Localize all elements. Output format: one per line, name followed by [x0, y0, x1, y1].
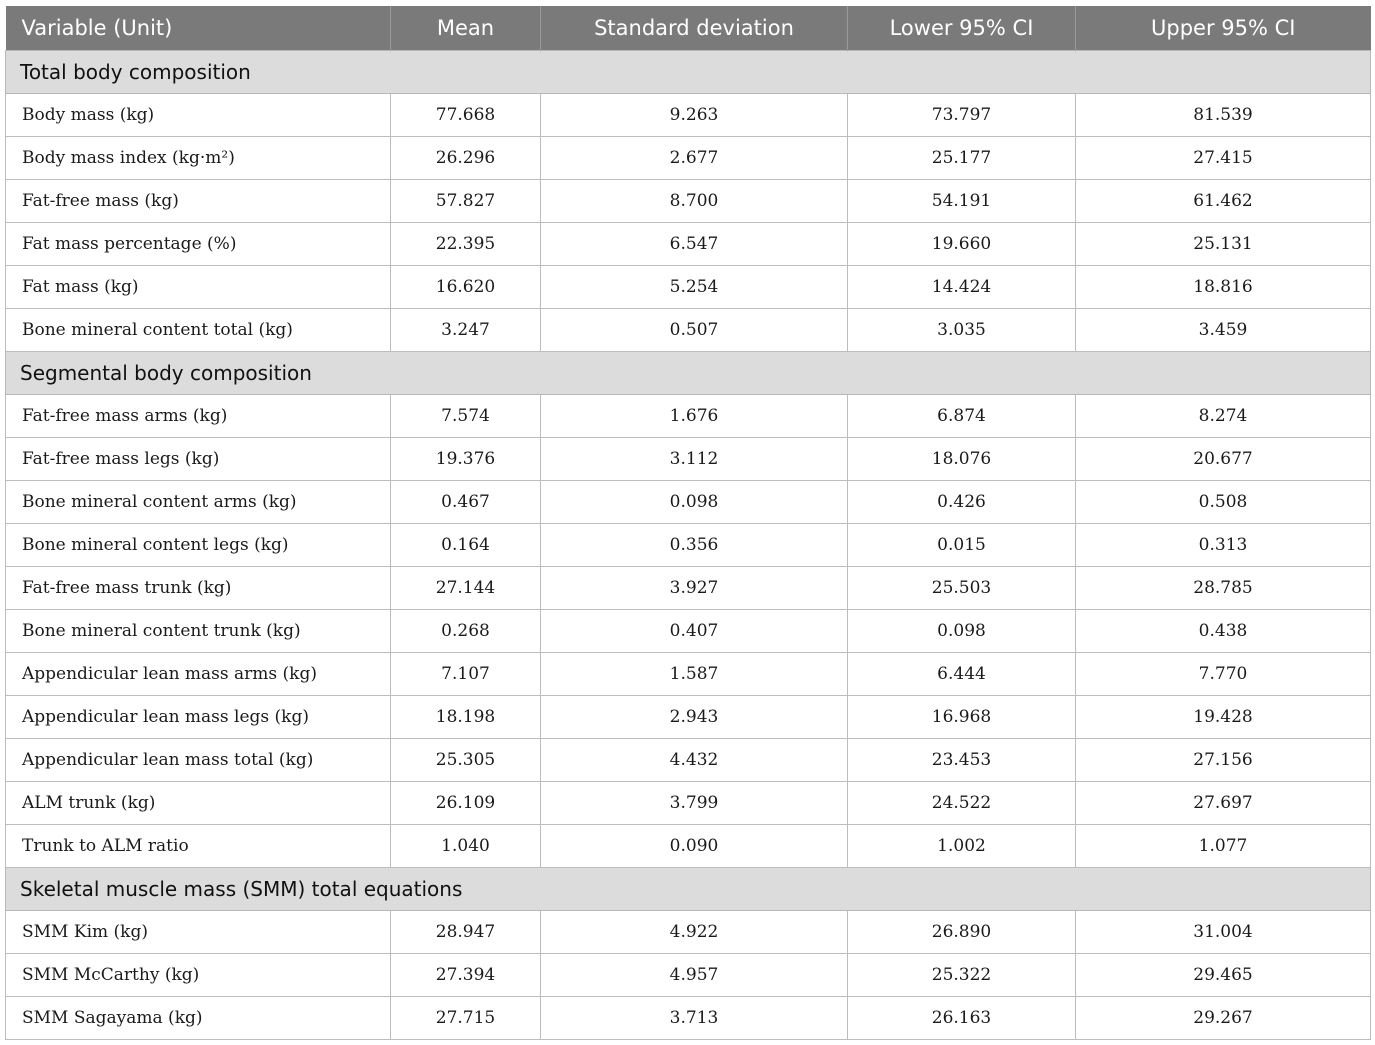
lower-ci-cell: 6.874	[848, 394, 1076, 437]
lower-ci-cell: 23.453	[848, 738, 1076, 781]
sd-cell: 4.432	[541, 738, 848, 781]
sd-cell: 3.112	[541, 437, 848, 480]
sd-cell: 1.676	[541, 394, 848, 437]
mean-cell: 57.827	[391, 179, 541, 222]
mean-cell: 27.144	[391, 566, 541, 609]
variable-cell: Fat-free mass legs (kg)	[6, 437, 391, 480]
upper-ci-cell: 29.465	[1076, 953, 1371, 996]
mean-cell: 18.198	[391, 695, 541, 738]
lower-ci-cell: 26.890	[848, 910, 1076, 953]
variable-cell: SMM Kim (kg)	[6, 910, 391, 953]
upper-ci-cell: 29.267	[1076, 996, 1371, 1039]
table-header	[6, 6, 1371, 50]
sd-cell: 0.407	[541, 609, 848, 652]
sd-cell: 2.943	[541, 695, 848, 738]
section-header-row	[6, 351, 1371, 394]
table-row	[6, 179, 1371, 222]
upper-ci-cell: 19.428	[1076, 695, 1371, 738]
sd-cell: 0.090	[541, 824, 848, 867]
upper-ci-cell: 61.462	[1076, 179, 1371, 222]
variable-cell: ALM trunk (kg)	[6, 781, 391, 824]
mean-cell: 0.164	[391, 523, 541, 566]
variable-cell: Fat-free mass trunk (kg)	[6, 566, 391, 609]
mean-cell: 19.376	[391, 437, 541, 480]
mean-cell: 7.574	[391, 394, 541, 437]
lower-ci-cell: 25.322	[848, 953, 1076, 996]
header-standard-deviation: Standard deviation	[541, 6, 848, 50]
lower-ci-cell: 1.002	[848, 824, 1076, 867]
variable-cell: Bone mineral content legs (kg)	[6, 523, 391, 566]
variable-cell: Appendicular lean mass legs (kg)	[6, 695, 391, 738]
variable-cell: Fat mass (kg)	[6, 265, 391, 308]
table-row	[6, 308, 1371, 351]
table-row	[6, 523, 1371, 566]
table-body	[6, 50, 1371, 1039]
table-row	[6, 953, 1371, 996]
table-row	[6, 93, 1371, 136]
sd-cell: 9.263	[541, 93, 848, 136]
lower-ci-cell: 24.522	[848, 781, 1076, 824]
mean-cell: 3.247	[391, 308, 541, 351]
section-header-row	[6, 50, 1371, 93]
lower-ci-cell: 16.968	[848, 695, 1076, 738]
table-row	[6, 437, 1371, 480]
upper-ci-cell: 25.131	[1076, 222, 1371, 265]
mean-cell: 25.305	[391, 738, 541, 781]
upper-ci-cell: 0.313	[1076, 523, 1371, 566]
mean-cell: 16.620	[391, 265, 541, 308]
upper-ci-cell: 31.004	[1076, 910, 1371, 953]
section-title: Skeletal muscle mass (SMM) total equations	[6, 867, 1371, 910]
table-row	[6, 609, 1371, 652]
lower-ci-cell: 6.444	[848, 652, 1076, 695]
variable-cell: Bone mineral content total (kg)	[6, 308, 391, 351]
variable-cell: SMM McCarthy (kg)	[6, 953, 391, 996]
variable-cell: Appendicular lean mass arms (kg)	[6, 652, 391, 695]
lower-ci-cell: 26.163	[848, 996, 1076, 1039]
table-row	[6, 222, 1371, 265]
sd-cell: 1.587	[541, 652, 848, 695]
mean-cell: 22.395	[391, 222, 541, 265]
lower-ci-cell: 0.426	[848, 480, 1076, 523]
mean-cell: 0.268	[391, 609, 541, 652]
lower-ci-cell: 3.035	[848, 308, 1076, 351]
table-row	[6, 394, 1371, 437]
lower-ci-cell: 0.098	[848, 609, 1076, 652]
upper-ci-cell: 27.697	[1076, 781, 1371, 824]
body-composition-table	[5, 6, 1371, 1040]
table-row	[6, 910, 1371, 953]
sd-cell: 5.254	[541, 265, 848, 308]
lower-ci-cell: 19.660	[848, 222, 1076, 265]
table-row	[6, 996, 1371, 1039]
sd-cell: 3.927	[541, 566, 848, 609]
sd-cell: 6.547	[541, 222, 848, 265]
upper-ci-cell: 18.816	[1076, 265, 1371, 308]
lower-ci-cell: 25.177	[848, 136, 1076, 179]
section-header-row	[6, 867, 1371, 910]
upper-ci-cell: 20.677	[1076, 437, 1371, 480]
section-title: Segmental body composition	[6, 351, 1371, 394]
lower-ci-cell: 14.424	[848, 265, 1076, 308]
mean-cell: 77.668	[391, 93, 541, 136]
upper-ci-cell: 3.459	[1076, 308, 1371, 351]
upper-ci-cell: 1.077	[1076, 824, 1371, 867]
table-row	[6, 695, 1371, 738]
table-row	[6, 480, 1371, 523]
upper-ci-cell: 8.274	[1076, 394, 1371, 437]
upper-ci-cell: 0.508	[1076, 480, 1371, 523]
table-row	[6, 738, 1371, 781]
upper-ci-cell: 28.785	[1076, 566, 1371, 609]
section-title: Total body composition	[6, 50, 1371, 93]
table-row	[6, 781, 1371, 824]
variable-cell: Trunk to ALM ratio	[6, 824, 391, 867]
sd-cell: 3.799	[541, 781, 848, 824]
variable-cell: Fat-free mass arms (kg)	[6, 394, 391, 437]
header-mean: Mean	[391, 6, 541, 50]
sd-cell: 8.700	[541, 179, 848, 222]
mean-cell: 26.296	[391, 136, 541, 179]
body-composition-table-container	[5, 6, 1370, 1040]
table-row	[6, 265, 1371, 308]
table-row	[6, 652, 1371, 695]
mean-cell: 7.107	[391, 652, 541, 695]
sd-cell: 0.356	[541, 523, 848, 566]
variable-cell: Body mass index (kg·m²)	[6, 136, 391, 179]
sd-cell: 0.507	[541, 308, 848, 351]
sd-cell: 3.713	[541, 996, 848, 1039]
upper-ci-cell: 81.539	[1076, 93, 1371, 136]
variable-cell: SMM Sagayama (kg)	[6, 996, 391, 1039]
variable-cell: Appendicular lean mass total (kg)	[6, 738, 391, 781]
mean-cell: 27.394	[391, 953, 541, 996]
upper-ci-cell: 27.415	[1076, 136, 1371, 179]
upper-ci-cell: 27.156	[1076, 738, 1371, 781]
variable-cell: Body mass (kg)	[6, 93, 391, 136]
lower-ci-cell: 18.076	[848, 437, 1076, 480]
mean-cell: 1.040	[391, 824, 541, 867]
variable-cell: Bone mineral content arms (kg)	[6, 480, 391, 523]
sd-cell: 0.098	[541, 480, 848, 523]
table-row	[6, 566, 1371, 609]
header-lower-ci: Lower 95% CI	[848, 6, 1076, 50]
mean-cell: 26.109	[391, 781, 541, 824]
lower-ci-cell: 73.797	[848, 93, 1076, 136]
sd-cell: 4.922	[541, 910, 848, 953]
sd-cell: 4.957	[541, 953, 848, 996]
mean-cell: 27.715	[391, 996, 541, 1039]
header-variable: Variable (Unit)	[6, 6, 391, 50]
mean-cell: 0.467	[391, 480, 541, 523]
lower-ci-cell: 0.015	[848, 523, 1076, 566]
upper-ci-cell: 0.438	[1076, 609, 1371, 652]
lower-ci-cell: 25.503	[848, 566, 1076, 609]
sd-cell: 2.677	[541, 136, 848, 179]
header-row	[6, 6, 1371, 50]
lower-ci-cell: 54.191	[848, 179, 1076, 222]
upper-ci-cell: 7.770	[1076, 652, 1371, 695]
mean-cell: 28.947	[391, 910, 541, 953]
variable-cell: Fat mass percentage (%)	[6, 222, 391, 265]
variable-cell: Fat-free mass (kg)	[6, 179, 391, 222]
table-row	[6, 824, 1371, 867]
header-upper-ci: Upper 95% CI	[1076, 6, 1371, 50]
variable-cell: Bone mineral content trunk (kg)	[6, 609, 391, 652]
table-row	[6, 136, 1371, 179]
